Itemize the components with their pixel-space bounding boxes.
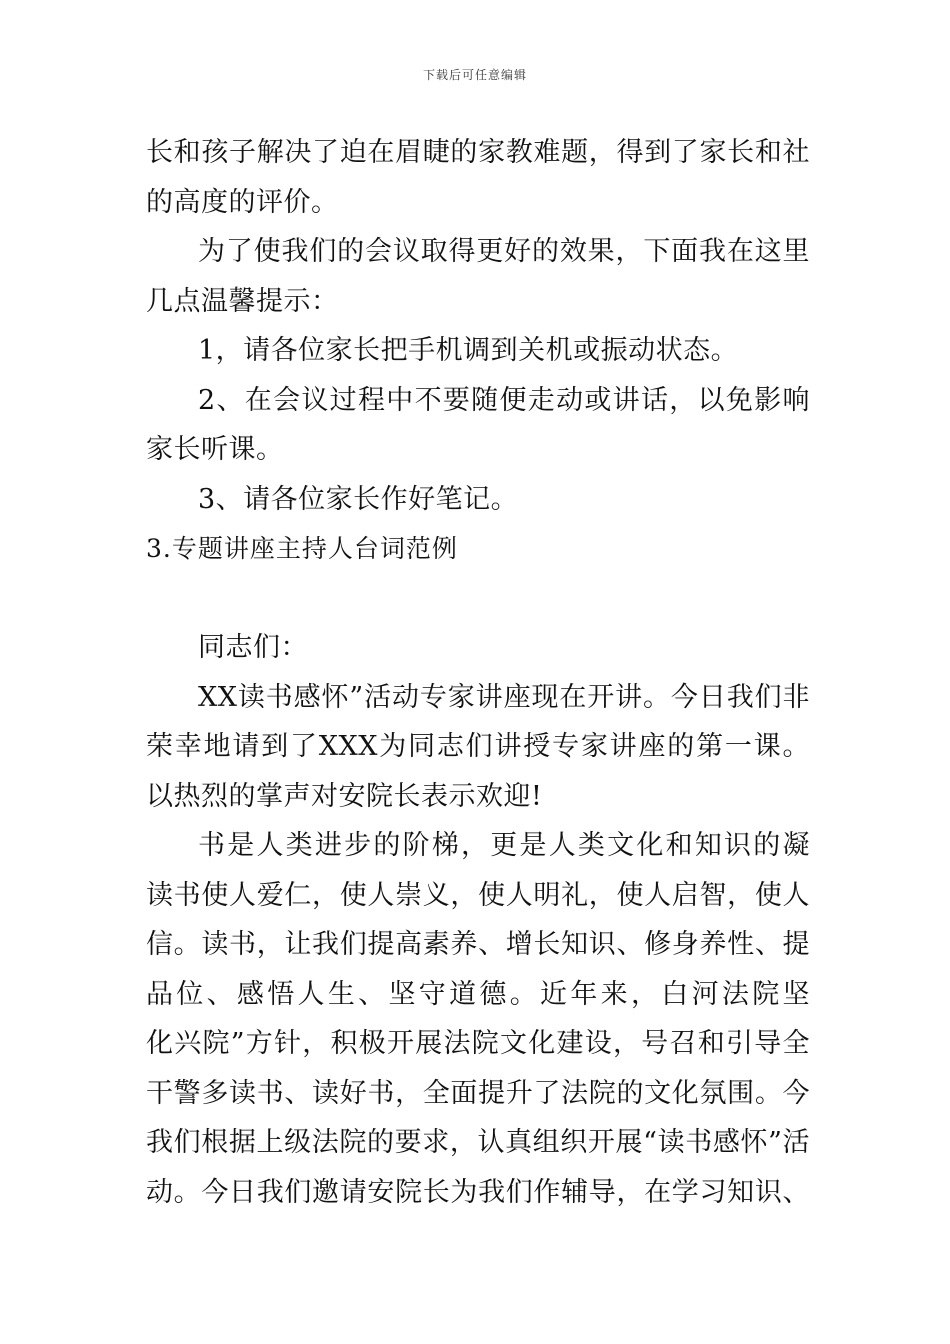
paragraph-line: 长和孩子解决了迫在眉睫的家教难题，得到了家长和社 [146,137,810,168]
document-body [146,128,810,1217]
paragraph-line: XX读书感怀”活动专家讲座现在开讲。今日我们非 [198,681,810,713]
paragraph-line: 几点温馨提示： [146,285,339,317]
paragraph-line: 动。今日我们邀请安院长为我们作辅导，在学习知识、 [146,1176,810,1208]
salutation: 同志们： [198,632,308,663]
page-header-note: 下载后可任意编辑 [422,68,527,82]
paragraph-line: 读书使人爱仁，使人崇义，使人明礼，使人启智，使人 [146,879,810,911]
paragraph-line: 化兴院”方针，积极开展法院文化建设，号召和引导全 [146,1028,810,1059]
paragraph-line: 荣幸地请到了XXX为同志们讲授专家讲座的第一课。 [146,731,810,762]
paragraph-line: 信。读书，让我们提高素养、增长知识、修身养性、提 [146,929,810,960]
blank-line [146,574,810,624]
paragraph-line: 我们根据上级法院的要求，认真组织开展“读书感怀”活 [146,1127,810,1158]
paragraph-line: 家长听课。 [146,434,284,465]
paragraph-line: 为了使我们的会议取得更好的效果，下面我在这里 [198,236,810,267]
section-heading: 3.专题讲座主持人台词范例 [146,534,458,563]
paragraph-line: 书是人类进步的阶梯，更是人类文化和知识的凝 [198,830,810,861]
paragraph-line: 干警多读书、读好书，全面提升了法院的文化氛围。今 [146,1077,810,1109]
list-item-3: 3、请各位家长作好笔记。 [198,483,519,515]
paragraph-line: 以热烈的掌声对安院长表示欢迎! [146,780,543,812]
paragraph-line: 品位、感悟人生、坚守道德。近年来，白河法院坚 [146,978,810,1010]
paragraph-line: 的高度的评价。 [146,186,339,218]
list-item-2: 2、在会议过程中不要随便走动或讲话，以免影响 [198,384,810,416]
list-item-1: 1，请各位家长把手机调到关机或振动状态。 [198,335,739,366]
